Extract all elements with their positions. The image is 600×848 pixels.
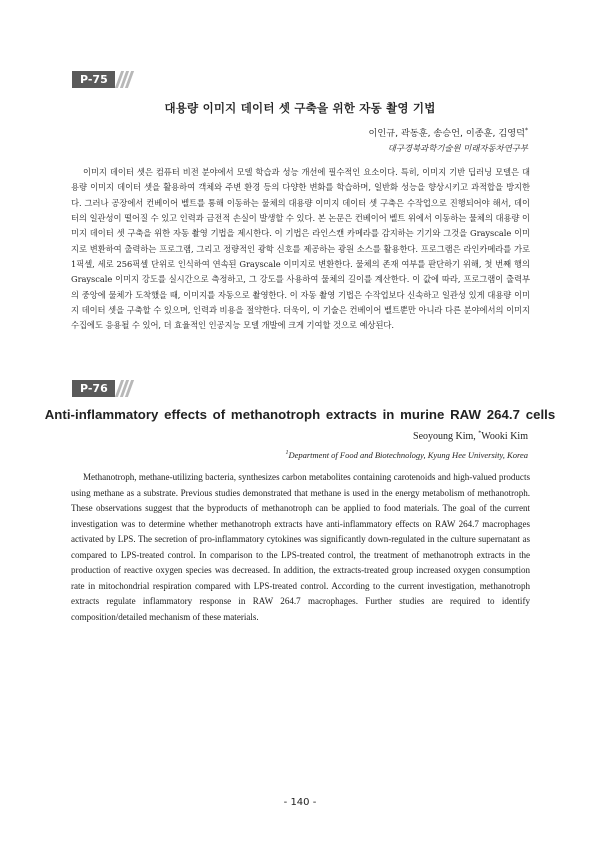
affiliation-mark: 1 — [285, 450, 289, 457]
abstract-id-badge — [72, 380, 131, 397]
affiliation-text: Department of Food and Biotechnology, Kyung Hee University, Korea — [288, 450, 528, 460]
abstract-affiliation: 대구경북과학기술원 미래자동차연구부 — [387, 143, 528, 153]
abstract-title: 대용량 이미지 데이터 셋 구축을 위한 자동 촬영 기법 — [164, 101, 436, 115]
corresponding-author-mark: * — [478, 430, 482, 437]
corresponding-author-mark: * — [525, 126, 528, 134]
abstract-id: P-76 — [72, 380, 115, 397]
abstract-id: P-75 — [72, 71, 115, 88]
abstract-authors — [369, 125, 529, 139]
abstract-id-badge — [72, 71, 131, 88]
author-name: Seoyoung Kim, — [413, 431, 476, 442]
abstract-authors — [413, 431, 528, 442]
abstract-body: Methanotroph, methane-utilizing bacteria, synthesizes carbon metabolites containing carotenoids and high-valued products using methane as a substrate. Previous studies demonstrated that methane is used in the energy metabolism of methanotroph. These observations suggest that the byproducts of methanotroph can be applied to food materials. The goal of the current investigation was to determine whether methanotroph extracts have anti-inflammatory effects on RAW 264.7 macrophages activated by LPS. The secretion of pro-inflammatory cytokines was significantly down-regulated in the culture supernatant as compared to LPS-treated control. In comparison to the LPS-treated control, the treatment of methanotroph extracts in the production of reactive oxygen species was decreased. In addition, the extracts-treated group increased oxygen consumption rate in mitochondrial respiration compared with LPS-treated control. According to the current investigation, methanotroph extracts regulate inflammatory response in RAW 264.7 macrophages. Further studies are required to identify composition/detailed mechanism of these materials. — [71, 472, 530, 622]
abstract-affiliation — [285, 450, 528, 460]
author-list: 이인규, 곽동훈, 송승언, 이종훈, 김영덕 — [368, 128, 525, 139]
abstract-body: 이미지 데이터 셋은 컴퓨터 비전 분야에서 모델 학습과 성능 개선에 필수적인 요소이다. 특히, 이미지 기반 딥러닝 모델은 대용량 이미지 데이터 셋을 활용하여 객체와 주변 환경 등의 다양한 변화를 학습하며, 일반화 성능을 향상시키고 과적합을 방지한다. 그러나 공장에서 컨베이어 벨트를 통해 이동하는 물체의 대용량 이미지 데이터 셋 구축은 수작업으로 진행되어야 해서, 데이터의 일관성이 떨어질 수 있고 인력과 금전적 손실이 발생할 수 있다. 본 논문은 컨베이어 벨트 위에서 이동하는 물체의 대용량 이미지 데이터 셋 구축을 위한 자동 촬영 기법을 제시한다. 이 기법은 라인스캔 카메라를 감지하는 기기와 그것을 Grayscale 이미지로 변환하여 출력하는 프로그램, 그리고 정량적인 광학 신호를 제공하는 광원 소스를 활용한다. 프로그램은 라인카메라를 가로 1픽셀, 세로 256픽셀 단위로 인식하여 연속된 Grayscale 이미지로 변환한다. 물체의 존재 여부를 판단하기 위해, 첫 번째 행의 Grayscale 이미지 강도를 실시간으로 측정하고, 그 강도를 사용하여 물체의 길이를 계산한다. 이 값에 따라, 프로그램이 출력부의 중앙에 물체가 도착했을 때, 이미지를 자동으로 촬영한다. 이 자동 촬영 기법은 수작업보다 신속하고 일관성 있게 대용량 이미지 데이터 셋을 구축할 수 있으며, 인력과 비용을 절약한다. 더욱이, 이 기술은 컨베이어 벨트뿐만 아니라 다른 분야에서의 이미지 수집에도 응용될 수 있어, 더 효율적인 인공지능 모델 개발에 크게 기여할 것으로 예상된다. — [71, 167, 530, 331]
page-number: - 140 - — [283, 797, 317, 808]
badge-stripes-decoration — [116, 71, 131, 88]
abstract-title: Anti-inflammatory effects of methanotroph extracts in murine RAW 264.7 cells — [44, 407, 556, 422]
author-name: Wooki Kim — [481, 431, 528, 442]
badge-stripes-decoration — [116, 380, 131, 397]
